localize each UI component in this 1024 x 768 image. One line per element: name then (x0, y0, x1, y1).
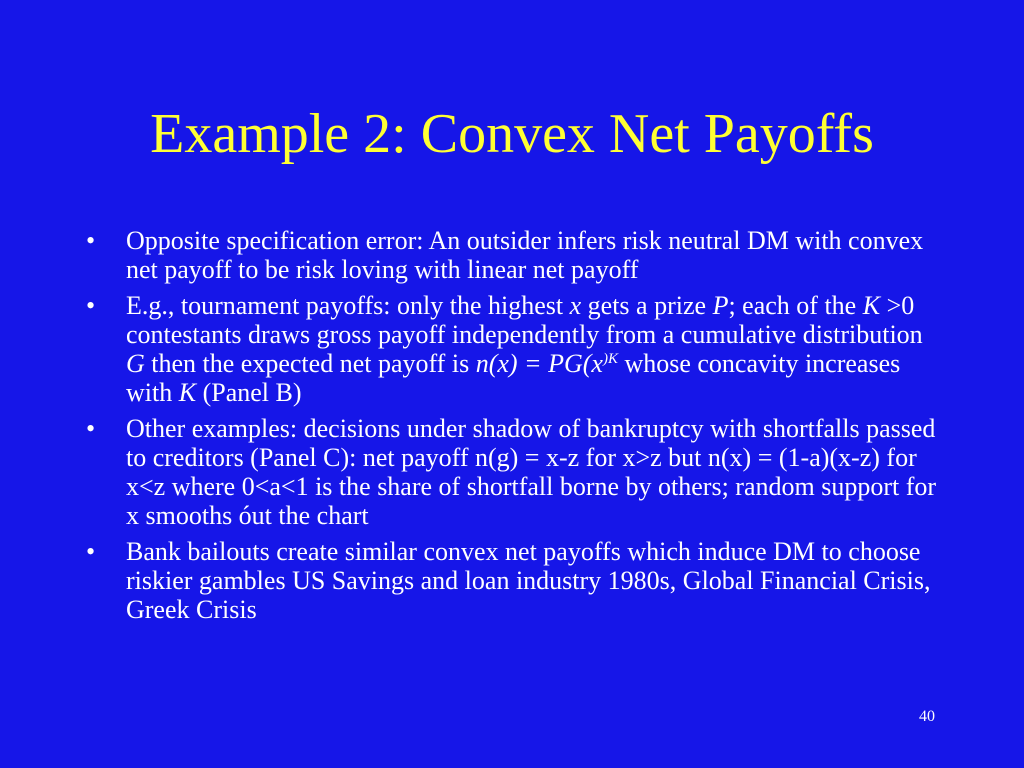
variable-k: K (862, 291, 881, 320)
variable-g: G (126, 349, 145, 378)
bullet-item-1 (86, 226, 946, 284)
slide-title: Example 2: Convex Net Payoffs (150, 103, 874, 165)
bullet-text-part: then the expected net payoff is (144, 349, 476, 378)
bullet-text-part: ; each of the (728, 291, 863, 320)
variable-k: K (178, 378, 197, 407)
formula-n-x: n(x) = PG(x (475, 349, 603, 378)
bullet-text-part: (Panel B) (196, 378, 302, 407)
bullet-item-3 (86, 414, 946, 530)
variable-x: x (569, 291, 582, 320)
bullet-marker: • (86, 226, 96, 255)
bullet-text-part: gets a prize (581, 291, 713, 320)
bullet-marker: • (86, 537, 96, 566)
variable-p: P (712, 291, 729, 320)
bullet-text: Bank bailouts create similar convex net payoffs which induce DM to choose riskier gambles US Savings and loan industry 1980s, Global Financial Crisis, Greek Crisis (126, 537, 931, 624)
bullet-text-part: E.g., tournament payoffs: only the highest (126, 291, 570, 320)
bullet-text: Other examples: decisions under shadow of bankruptcy with shortfalls passed to creditors (Panel C): net payoff n(g) = x-z for x>z but n(x) = (1-a)(x-z) for x<z where 0<a<1 is the share of shortfall borne by others; random support for x smooths óut the chart (126, 414, 937, 530)
bullet-item-4 (86, 537, 946, 624)
bullet-item-2 (86, 291, 946, 407)
bullet-text-part: whose concavity increases with (126, 349, 901, 407)
formula-exponent: )K (602, 351, 618, 367)
page-number: 40 (919, 708, 935, 725)
bullet-list (86, 226, 946, 631)
bullet-marker: • (86, 291, 96, 320)
bullet-text: Opposite specification error: An outsider infers risk neutral DM with convex net payoff to be risk loving with linear net payoff (126, 226, 924, 284)
bullet-text-part: >0 contestants draws gross payoff independently from a cumulative distribution (126, 291, 923, 349)
bullet-marker: • (86, 414, 96, 443)
